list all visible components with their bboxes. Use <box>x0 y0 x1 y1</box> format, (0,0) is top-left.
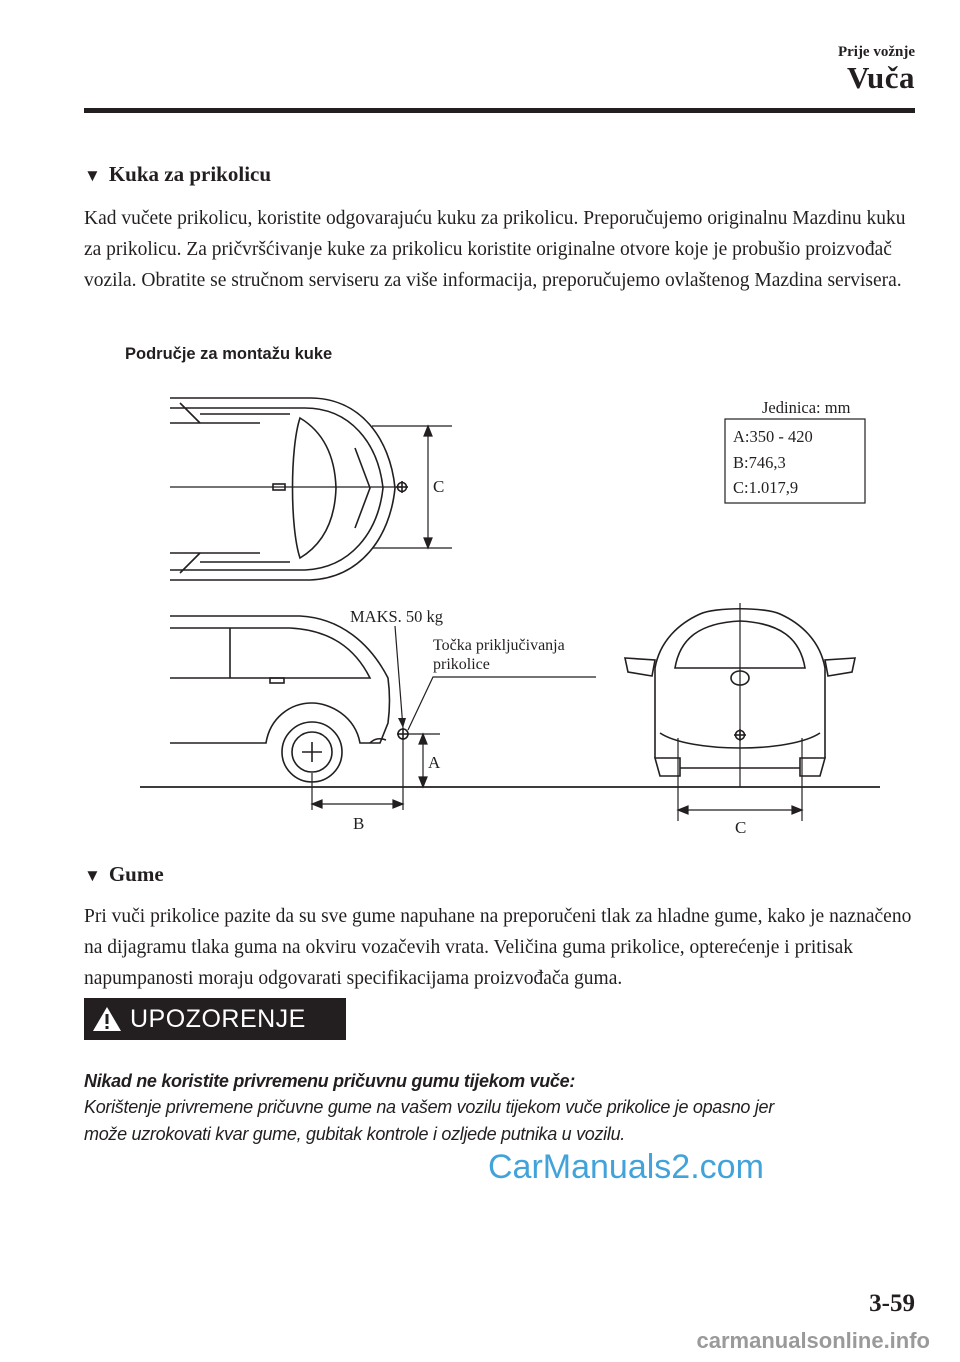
section-heading-hitch <box>84 162 271 187</box>
spec-c: C:1.017,9 <box>733 478 799 497</box>
hitch-point-side <box>397 728 409 740</box>
watermark: CarManuals2.com <box>488 1148 764 1186</box>
section-heading-text: Gume <box>108 862 164 886</box>
car-top-view <box>170 398 402 580</box>
max-load-leader <box>395 626 403 728</box>
dim-c-top-label: C <box>433 477 445 496</box>
dim-b-label: B <box>353 814 365 833</box>
hitch-point-label-line2: prikolice <box>433 656 490 673</box>
section-heading-tires <box>84 862 164 887</box>
section-heading-text: Kuka za prikolicu <box>108 162 272 186</box>
header-section: Prije vožnje <box>837 44 915 60</box>
car-side-view <box>170 616 390 782</box>
warning-body-line1: Korištenje privremene pričuvne gume na vašem vozilu tijekom vuče prikolice je opasno jer <box>84 1097 774 1117</box>
header-title: Vuča <box>846 60 915 95</box>
dim-c-rear-label: C <box>735 818 747 837</box>
diagram-caption: Područje za montažu kuke <box>125 345 333 363</box>
triangle-bullet-icon: ▼ <box>84 866 101 885</box>
warning-body-line2: može uzrokovati kvar gume, gubitak kontrole i ozljede putnika u vozilu. <box>84 1124 625 1144</box>
warning-label: UPOZORENJE <box>130 1004 306 1033</box>
warning-title: Nikad ne koristite privremenu pričuvnu gumu tijekom vuče: <box>84 1071 576 1091</box>
footer-url: carmanualsonline.info <box>696 1328 930 1353</box>
section-body-hitch: Kad vučete prikolicu, koristite odgovarajuću kuku za prikolicu. Preporučujemo originalnu Mazdinu kuku za prikolicu. Za pričvršćivanje kuke za prikolicu koristite originalne otvore koje je probušio proizvođač vozila. Obratite se stručnom serviseru za više informacija, preporučujemo ovlaštenog Mazdina servisera. <box>84 208 906 291</box>
page-number: 3-59 <box>869 1290 915 1317</box>
triangle-bullet-icon: ▼ <box>84 166 101 185</box>
hitch-point-label-line1: Točka priključivanja <box>433 637 565 654</box>
spec-a: A:350 - 420 <box>733 427 813 446</box>
section-body-tires: Pri vuči prikolice pazite da su sve gume napuhane na preporučeni tlak za hladne gume, kako je naznačeno na dijagramu tlaka guma na okviru vozačevih vrata. Veličina guma prikolice, opterećenje i pritisak napumpanosti moraju odgovarati specifikacijama proizvođača guma. <box>84 906 912 989</box>
hitch-mounting-diagram <box>140 378 880 848</box>
unit-label: Jedinica: mm <box>762 398 851 417</box>
hitch-point-rear <box>734 729 746 741</box>
warning-triangle-icon <box>84 998 130 1040</box>
hitch-point-top <box>396 481 408 493</box>
header-rule <box>84 108 915 113</box>
car-rear-view <box>625 603 855 787</box>
dim-a-label: A <box>428 753 441 772</box>
max-load-label: MAKS. 50 kg <box>350 607 444 626</box>
warning-box <box>84 998 346 1040</box>
dimension-b <box>312 740 403 810</box>
hitch-point-leader <box>408 677 596 730</box>
spec-b: B:746,3 <box>733 453 786 472</box>
max-load-arrow-icon <box>398 718 406 728</box>
